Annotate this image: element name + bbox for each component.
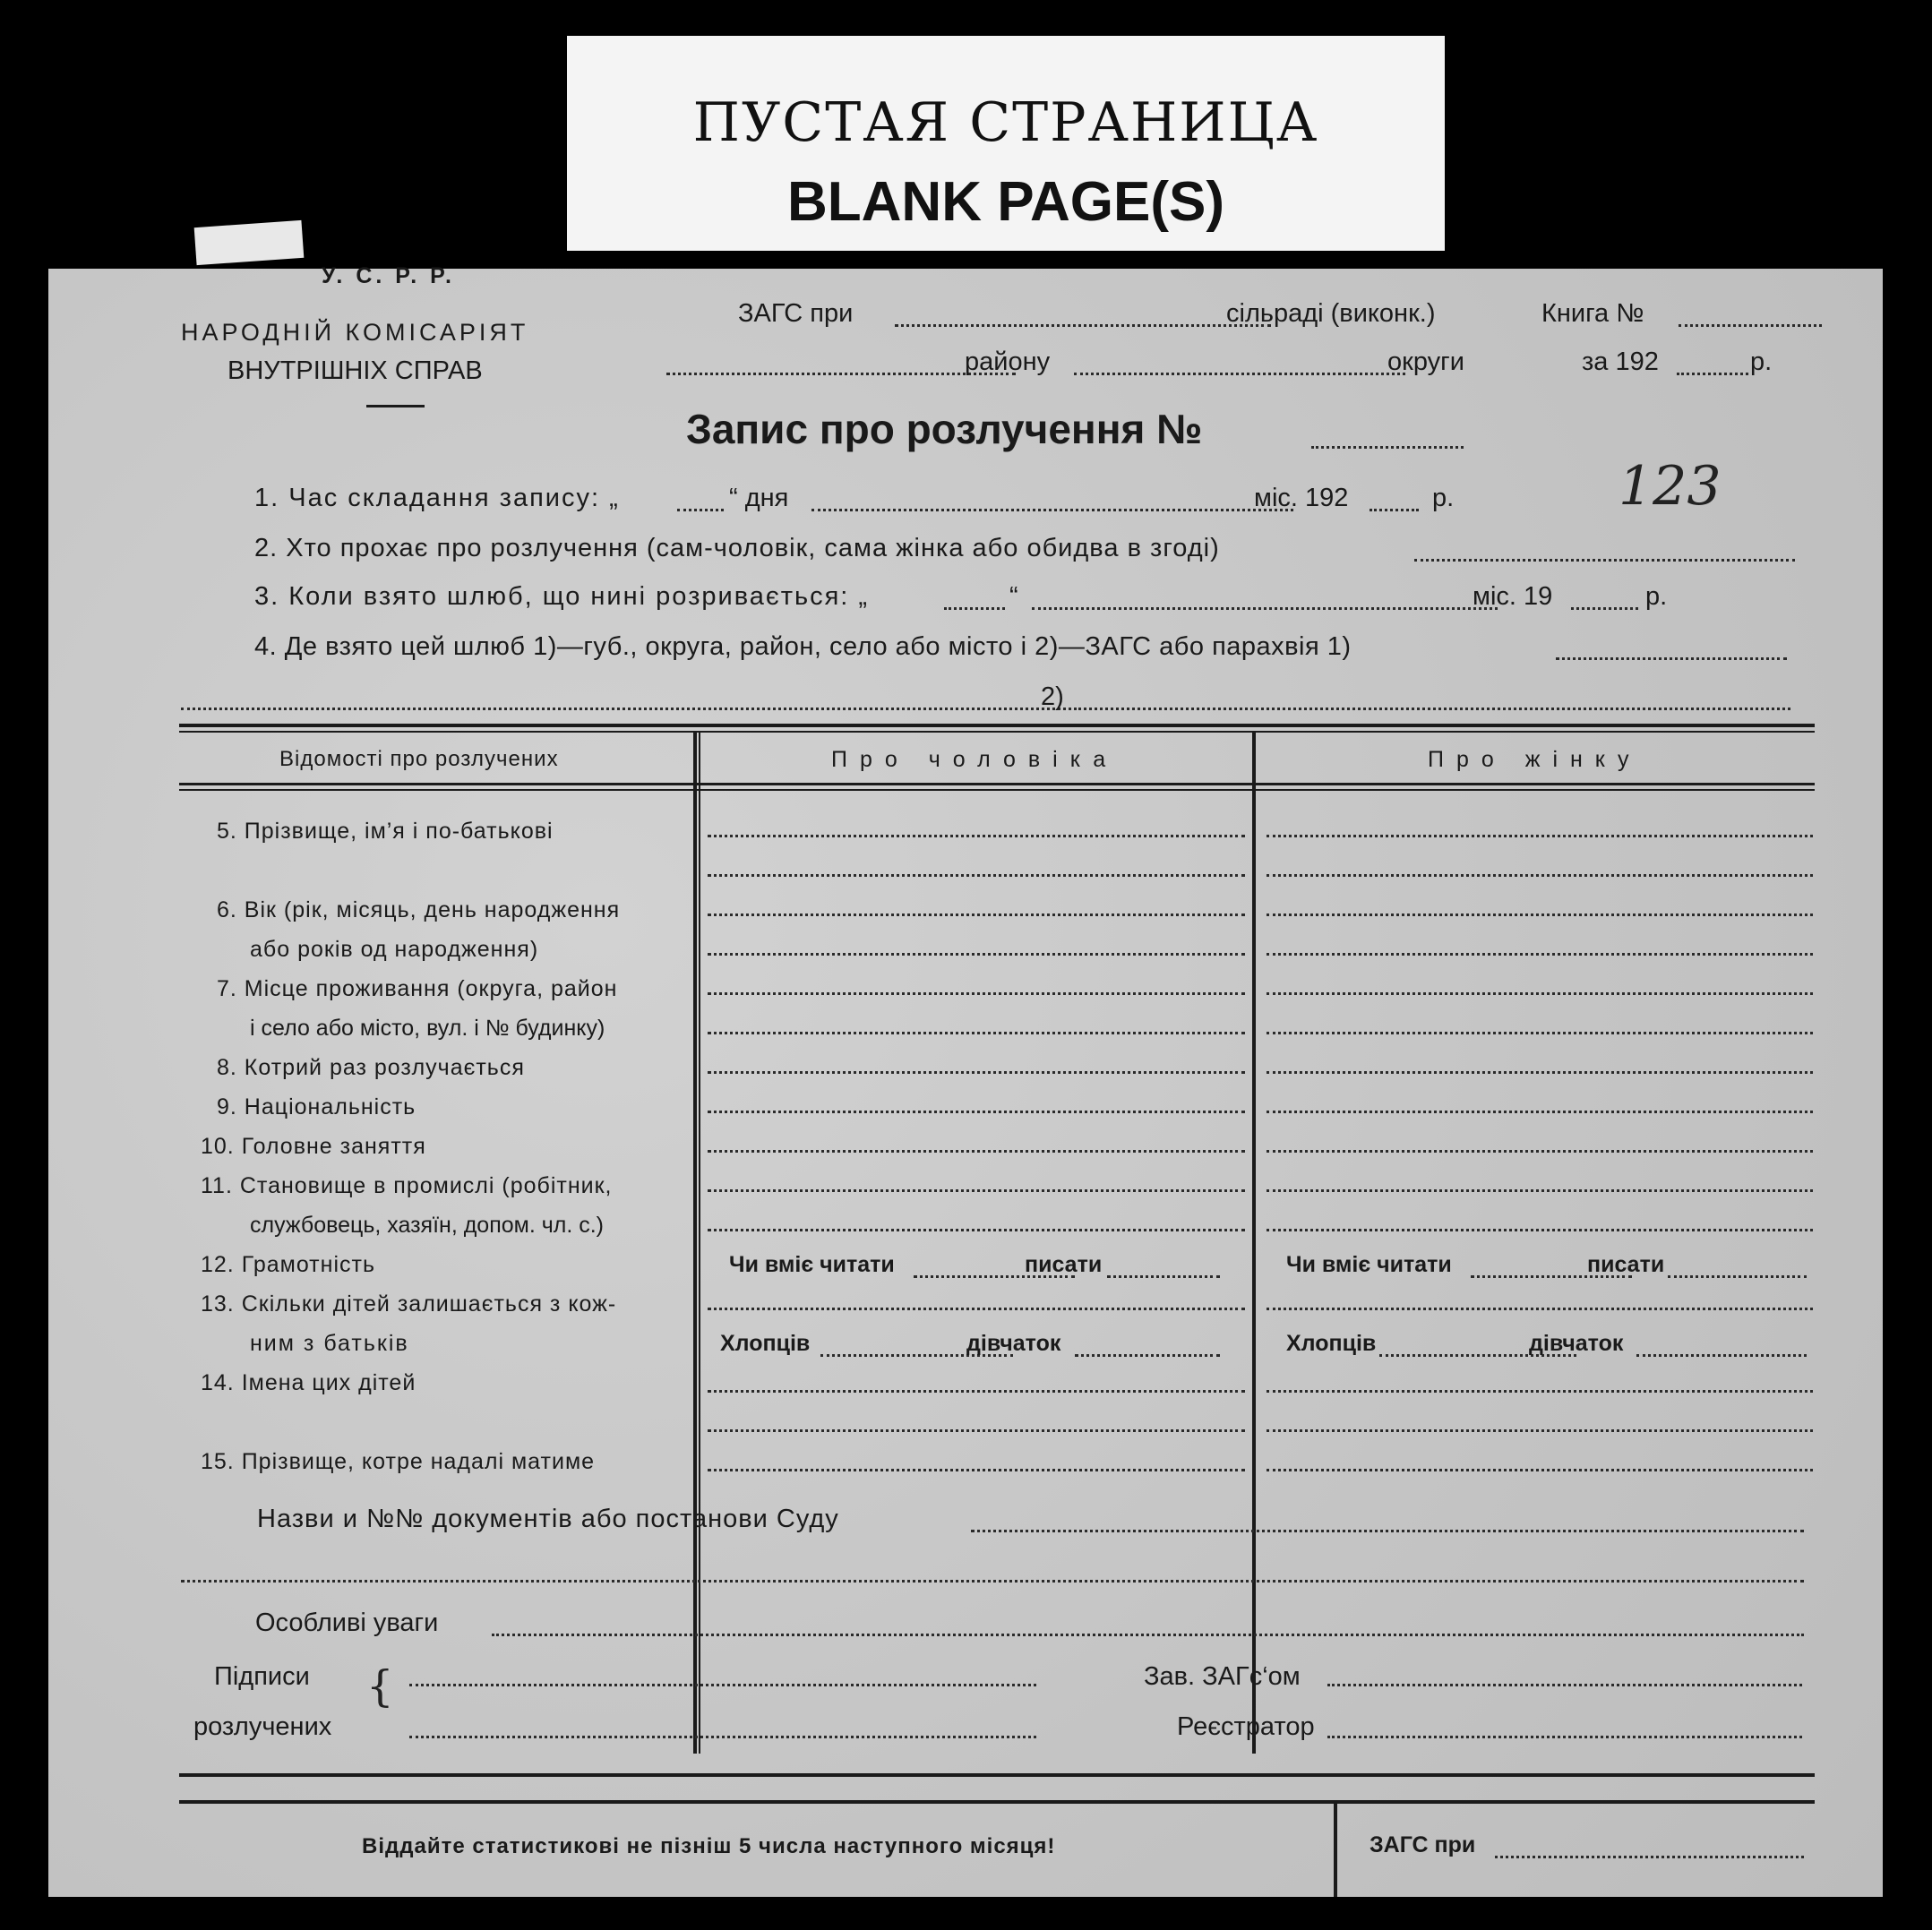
signature-field-2[interactable] [409,1736,1036,1738]
silradi-label: сільраді (виконк.) [1226,299,1436,328]
table-head-rule [179,783,1815,785]
q3-quote: “ [1009,582,1018,611]
col-divider-1b [699,733,700,1754]
row-6a: 6. Вік (рік, місяць, день народження [217,897,621,922]
notes-label: Особливі уваги [255,1608,439,1637]
ministry-line2: ВНУТРІШНІХ СПРАВ [228,356,483,385]
row-14: 14. Імена цих дітей [201,1370,416,1395]
wife-field[interactable] [1267,835,1813,837]
bottom-zags-field[interactable] [1495,1856,1804,1858]
wife-can-read: Чи вміє читати [1286,1252,1452,1277]
q1-label: 1. Час складання запису: „ [254,484,620,512]
wife-field[interactable] [1267,1189,1813,1192]
husband-field[interactable] [708,1111,1245,1113]
husband-boys: Хлопців [720,1331,811,1356]
q4-2-label: 2) [1041,682,1064,711]
zags-label: ЗАГС при [738,299,854,328]
husband-field[interactable] [708,874,1245,877]
documents-field-1[interactable] [971,1530,1804,1532]
table-head-rule2 [179,789,1815,791]
signatures-label: Підписи [214,1662,310,1691]
row-11b: службовець, хазяїн, допом. чл. с.) [250,1213,605,1238]
okruha-label: округи [1387,347,1464,376]
q4-field-2b[interactable] [1078,708,1790,710]
wife-write: писати [1587,1252,1665,1277]
notice-text: Віддайте статистикові не пізніш 5 числа наступного місяця! [362,1834,1056,1858]
q1-day-field[interactable] [677,509,724,511]
husband-field[interactable] [708,1429,1245,1432]
husband-can-read: Чи вміє читати [729,1252,895,1277]
husband-field[interactable] [708,914,1245,916]
q3-month-label: міс. 19 [1473,582,1553,611]
divorce-record-form [48,263,1883,1897]
husband-field[interactable] [708,1390,1245,1393]
wife-girls: дівчаток [1529,1331,1624,1356]
row-6b: або років од народження) [250,937,539,962]
husband-field[interactable] [708,1150,1245,1153]
footer-rule-1 [179,1773,1815,1777]
q3-r: р. [1645,582,1668,611]
okruha-field[interactable] [1074,373,1405,375]
q1-day-label: “ дня [729,484,789,512]
signature-field-1[interactable] [409,1684,1036,1686]
raion-label: району [965,347,1051,376]
row-8: 8. Котрий раз розлучається [217,1055,525,1080]
year-field[interactable] [1677,373,1748,375]
husband-field[interactable] [708,1071,1245,1074]
q1-month-label: міс. 192 [1254,484,1349,512]
husband-field[interactable] [708,1469,1245,1471]
year-r: р. [1750,347,1773,376]
brace-symbol: { [366,1661,394,1711]
book-label: Книга № [1541,299,1644,328]
q2-label: 2. Хто прохає про розлучення (сам-чоловік, сама жінка або обидва в згоді) [254,534,1220,562]
q4-field-1[interactable] [1556,657,1787,660]
q2-field[interactable] [1414,559,1795,562]
registrar-field[interactable] [1327,1736,1802,1738]
handwritten-record-number: 123 [1619,455,1722,518]
zags-field[interactable] [895,324,1271,327]
col-divider-2 [1252,733,1256,1754]
notes-field[interactable] [492,1634,1804,1636]
blank-page-ru: ПУСТАЯ СТРАНИЦА [692,91,1319,154]
wife-field[interactable] [1267,874,1813,877]
book-field[interactable] [1679,324,1822,327]
q4-label: 4. Де взято цей шлюб 1)—губ., округа, район, село або місто і 2)—ЗАГС або парахвія 1) [254,632,1352,661]
documents-label: Назви и №№ документів або постанови Суду [257,1505,839,1533]
row-5: 5. Прізвище, ім’я і по-батькові [217,819,554,844]
husband-write: писати [1025,1252,1103,1277]
q3-month-field[interactable] [1032,607,1498,610]
q1-r: р. [1432,484,1455,512]
raion-field[interactable] [666,373,1016,375]
husband-field[interactable] [708,1308,1245,1310]
q1-month-field[interactable] [811,509,1293,511]
wife-field[interactable] [1267,914,1813,916]
wife-field[interactable] [1267,1150,1813,1153]
husband-field[interactable] [708,1032,1245,1034]
wife-field[interactable] [1267,1111,1813,1113]
husband-field[interactable] [708,1189,1245,1192]
divider [366,405,425,407]
registrar-label: Реєстратор [1177,1712,1315,1741]
wife-boys: Хлопців [1286,1331,1377,1356]
wife-write-field[interactable] [1668,1275,1807,1278]
row-9: 9. Національність [217,1094,416,1119]
year-label: за 192 [1582,347,1659,376]
col-head-info: Відомості про розлучених [279,747,559,771]
form-title: Запис про розлучення № [686,406,1203,452]
blank-page-label [567,36,1445,251]
q3-label: 3. Коли взято шлюб, що нині розривається: „ [254,582,870,611]
col-divider-1 [693,733,697,1754]
wife-field[interactable] [1267,1308,1813,1310]
wife-field[interactable] [1267,1032,1813,1034]
wife-girls-field[interactable] [1636,1354,1807,1357]
wife-field[interactable] [1267,953,1813,956]
q1-year-field[interactable] [1370,509,1419,511]
husband-field[interactable] [708,1229,1245,1231]
q3-day-field[interactable] [944,607,1005,610]
husband-field[interactable] [708,953,1245,956]
col-head-husband: Про чоловіка [831,747,1119,772]
footer-divider [1334,1800,1337,1897]
husband-girls: дівчаток [966,1331,1061,1356]
row-7b: і село або місто, вул. і № будинку) [250,1016,605,1041]
wife-field[interactable] [1267,1071,1813,1074]
row-12: 12. Грамотність [201,1252,375,1277]
husband-girls-field[interactable] [1075,1354,1220,1357]
wife-field[interactable] [1267,992,1813,995]
tape-strip [194,220,305,265]
husband-field[interactable] [708,835,1245,837]
wife-field[interactable] [1267,1469,1813,1471]
row-7a: 7. Місце проживання (округа, район [217,976,618,1001]
state-name: У. С. Р. Р. [322,263,455,288]
ministry-line1: НАРОДНІЙ КОМІСАРІЯТ [181,319,529,346]
wife-field[interactable] [1267,1429,1813,1432]
husband-write-field[interactable] [1107,1275,1220,1278]
blank-page-en: BLANK PAGE(S) [787,171,1224,233]
col-head-wife: Про жінку [1428,747,1642,772]
footer-rule-2 [179,1800,1815,1804]
wife-field[interactable] [1267,1390,1813,1393]
record-number-field[interactable] [1311,446,1464,449]
husband-field[interactable] [708,992,1245,995]
wife-field[interactable] [1267,1229,1813,1231]
head-zags-label: Зав. ЗАГс‘ом [1144,1662,1301,1691]
row-15: 15. Прізвище, котре надалі матиме [201,1449,596,1474]
row-13a: 13. Скільки дітей залишається з кож- [201,1291,617,1317]
bottom-zags-label: ЗАГС при [1370,1832,1476,1857]
row-13b: ним з батьків [250,1331,409,1356]
divorced-label: розлучених [193,1712,332,1741]
row-11a: 11. Становище в промислі (робітник, [201,1173,613,1198]
q3-year-field[interactable] [1571,607,1638,610]
documents-field-2[interactable] [181,1580,1804,1583]
row-10: 10. Головне заняття [201,1134,426,1159]
head-zags-field[interactable] [1327,1684,1802,1686]
table-top-rule2 [179,731,1815,733]
table-top-rule [179,724,1815,727]
q4-field-2a[interactable] [181,708,1077,710]
